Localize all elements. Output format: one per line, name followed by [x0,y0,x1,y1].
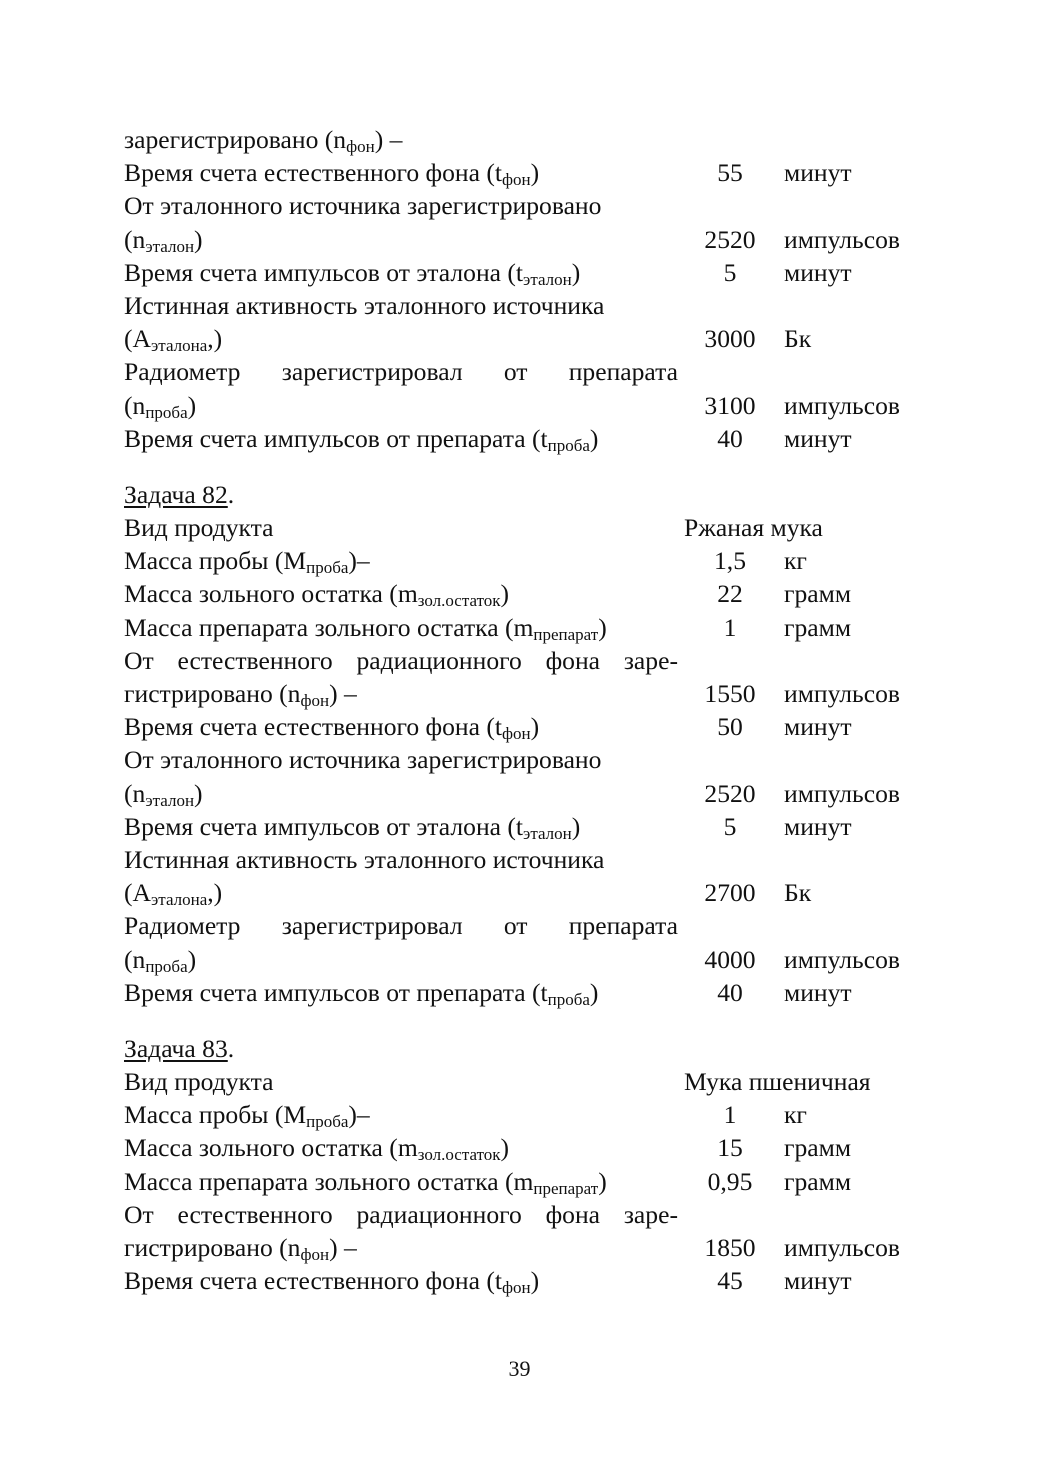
value: 3000 [704,324,756,354]
subscript: фон [300,691,330,710]
word: естественного [177,1199,333,1229]
document-line [124,511,924,544]
value: 5 [723,257,737,287]
document-line [124,123,924,156]
line-label: Время счета импульсов от эталона $(t_{эталон})$ [124,257,581,289]
subscript: эталон [145,236,195,256]
document-line [124,322,924,355]
line-label: гистрировано $(n_{фон})$ – [124,679,357,710]
document-line [124,256,924,289]
line-label: $(n_{проба})$ [124,390,197,422]
document-line [124,1165,924,1198]
line-label: Истинная активность эталонного источника [124,290,605,320]
document-line [124,710,924,743]
unit: кг [784,1100,807,1130]
document-line [124,389,924,422]
unit: импульсов [784,679,900,708]
line-label [124,909,678,942]
subscript: проба [547,989,590,1009]
line-label: Время счета импульсов от препарата $(t_{проба})$ [124,977,599,1009]
heading-period: . [227,1033,235,1063]
subscript: эталон [523,269,572,289]
value: 40 [717,423,743,453]
value: 55 [717,158,743,188]
line-label: Время счета естественного фона $(t_{фон})$ [124,712,540,744]
product-type: Мука пшеничная [684,1067,871,1097]
unit: Бк [784,324,812,354]
unit: грамм [784,612,852,642]
unit: минут [784,977,852,1007]
line-label: Время счета естественного фона $(t_{фон})$ [124,1266,540,1298]
subscript: проба [145,402,188,422]
line-label: От эталонного источника зарегистрировано [124,191,602,221]
document-line [124,577,924,610]
word: Радиометр [124,911,241,941]
word: от [503,357,528,387]
subscript: фон [346,137,375,156]
line-label: $(A_{эталона},)$ [124,324,223,356]
unit: импульсов [784,778,900,808]
line-label: Масса препарата зольного остатка $(m_{препарат})$ [124,1166,607,1198]
value: 2700 [704,878,756,908]
unit: минут [784,257,852,287]
word: фона [545,645,601,675]
document-line [124,644,924,677]
document-line [124,743,924,776]
document-line [124,876,924,909]
line-label: Вид продукта [124,513,274,543]
subscript: фон [502,1278,531,1298]
unit: минут [784,1266,852,1296]
value: 2520 [704,224,756,254]
word: радиационного [356,645,522,675]
word: радиационного [356,1199,522,1229]
value: 45 [717,1266,743,1296]
line-label: Масса зольного остатка $(m_{зол.остаток})$ [124,579,510,611]
value: 2520 [704,778,756,808]
word: препарата [568,357,678,387]
subscript: фон [502,170,531,190]
line-label: Вид продукта [124,1067,274,1097]
value: 5 [723,811,737,841]
word: заре- [623,1199,678,1229]
document-line [124,156,924,189]
subscript: фон [502,724,531,744]
unit: импульсов [784,224,900,254]
unit: минут [784,811,852,841]
line-label: Масса пробы $(M_{проба})-$ [124,1100,370,1132]
document-line [124,943,924,976]
document-line [124,976,924,1009]
subscript: проба [306,1112,349,1132]
line-label: Время счета естественного фона $(t_{фон})$ [124,158,540,190]
unit: Бк [784,878,812,908]
document-line [124,1131,924,1164]
task-heading [124,478,924,511]
document-line [124,843,924,876]
subscript: проба [306,558,349,578]
page-number: 39 [508,1356,531,1381]
line-label: $(n_{проба})$ [124,944,197,976]
document-line [124,1065,924,1098]
subscript: эталона [151,890,208,910]
line-label: Масса препарата зольного остатка $(m_{препарат})$ [124,612,607,644]
word: От [124,1199,154,1229]
unit: грамм [784,1133,852,1163]
unit: грамм [784,579,852,609]
document-line [124,223,924,256]
line-label: Масса зольного остатка $(m_{зол.остаток})$ [124,1133,510,1165]
line-label: $(n_{эталон})$ [124,778,203,810]
document-line [124,909,924,942]
subscript: проба [145,956,188,976]
line-label [124,355,678,388]
document-line [124,422,924,455]
word: препарата [568,911,678,941]
unit: импульсов [784,1233,900,1262]
task-heading-text: Задача 83. [124,1032,234,1065]
document-line [124,355,924,388]
word: от [503,911,528,941]
word: От [124,645,154,675]
document-line [124,189,924,222]
value: 1550 [704,679,756,708]
value: 1 [723,612,737,642]
document-line [124,611,924,644]
line-label: зарегистрировано $(n_{фон})$ – [124,125,403,156]
unit: минут [784,158,852,188]
document-body [124,123,924,1297]
product-type: Ржаная мука [684,513,823,543]
line-label: гистрировано $(n_{фон})$ – [124,1233,357,1264]
subscript: препарат [533,1178,599,1198]
value: 50 [717,712,743,742]
line-label: Истинная активность эталонного источника [124,844,605,874]
value: 15 [717,1133,743,1163]
value: 1850 [704,1233,756,1262]
line-label: Время счета импульсов от эталона $(t_{эталон})$ [124,811,581,843]
unit: минут [784,712,852,742]
unit: кг [784,546,807,576]
value: 1,5 [714,546,746,576]
task-heading-text: Задача 82. [124,478,234,511]
line-label: Время счета импульсов от препарата $(t_{проба})$ [124,423,599,455]
task-heading [124,1032,924,1065]
value: 1 [723,1100,737,1130]
line-label: $(A_{эталона},)$ [124,878,223,910]
line-label: Масса пробы $(M_{проба})-$ [124,546,370,578]
unit: импульсов [784,944,900,974]
value: 0,95 [707,1166,753,1196]
subscript: зол.остаток [417,591,501,611]
line-label: От эталонного источника зарегистрировано [124,745,602,775]
subscript: эталон [523,823,572,843]
subscript: эталон [145,790,195,810]
word: Радиометр [124,357,241,387]
line-label: $(n_{эталон})$ [124,224,203,256]
document-line [124,677,924,710]
document-line [124,289,924,322]
subscript: эталона [151,336,208,356]
value: 40 [717,977,743,1007]
value: 22 [717,579,743,609]
document-line [124,1231,924,1264]
document-line [124,1264,924,1297]
document-line [124,810,924,843]
unit: импульсов [784,390,900,420]
subscript: препарат [533,624,599,644]
subscript: проба [547,435,590,455]
heading-period: . [227,479,235,509]
value: 4000 [704,944,756,974]
subscript: фон [300,1245,330,1264]
subscript: зол.остаток [417,1145,501,1165]
document-line [124,1198,924,1231]
word: заре- [623,645,678,675]
line-label [124,1198,678,1231]
word: зарегистрировал [281,911,463,941]
value: 3100 [704,390,756,420]
word: естественного [177,645,333,675]
line-label [124,644,678,677]
word: фона [545,1199,601,1229]
document-line [124,544,924,577]
document-line [124,1098,924,1131]
unit: минут [784,423,852,453]
unit: грамм [784,1166,852,1196]
document-line [124,777,924,810]
word: зарегистрировал [281,357,463,387]
